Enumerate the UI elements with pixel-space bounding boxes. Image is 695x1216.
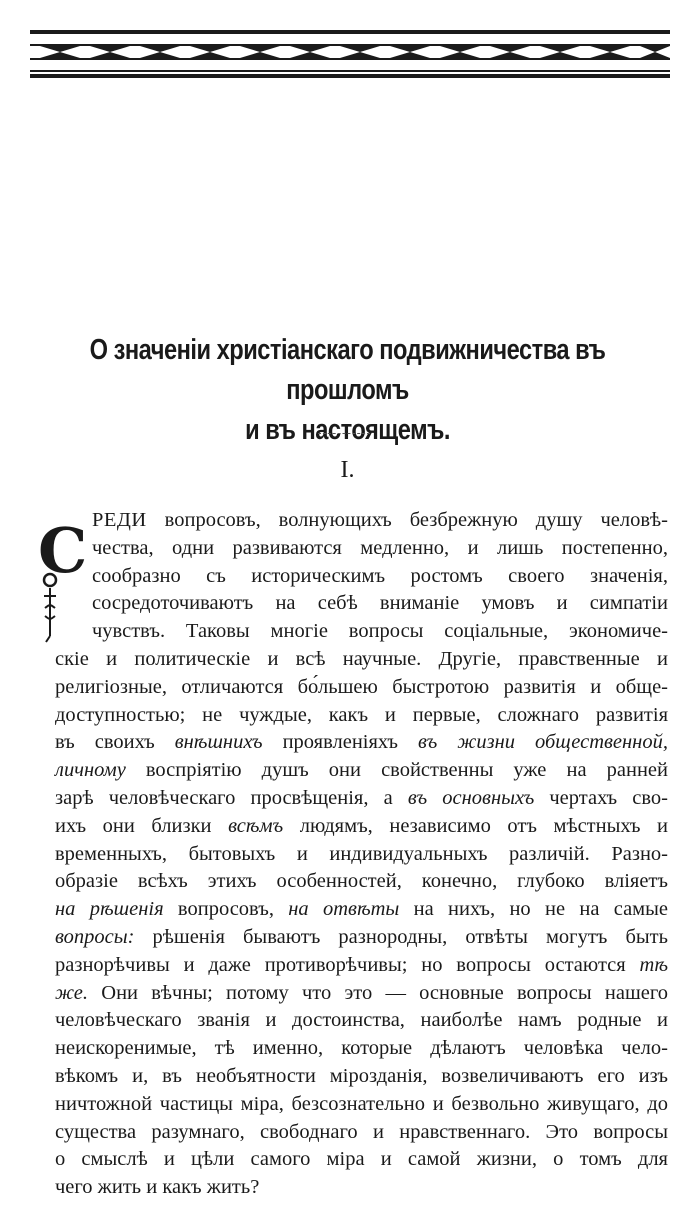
text-line: человѣческаго званія и достоинства, наиболѣе намъ родные и [55, 1009, 668, 1032]
title-divider [318, 433, 370, 434]
body-paragraph [55, 507, 668, 1202]
text-line: сообразно съ историческимъ ростомъ своего значенія, [92, 564, 668, 587]
text-line: временныхъ, бытовыхъ и индивидуальныхъ различій. Разно- [55, 842, 668, 865]
section-number: I. [340, 457, 355, 483]
text-line: разнорѣчивы и даже противорѣчивы; но вопросы остаются тѣ [55, 953, 668, 976]
text-line: образіе всѣхъ этихъ особенностей, конечно, глубоко вліяетъ [55, 870, 668, 893]
text-line: неискоренимые, тѣ именно, которые дѣлаютъ человѣка чело- [55, 1037, 668, 1060]
text-line: сосредоточиваютъ на себѣ вниманіе умовъ и симпатіи [92, 592, 668, 615]
text-line: въ своихъ внѣшнихъ проявленіяхъ въ жизни общественной, [55, 731, 668, 754]
text-line: о смыслѣ и цѣли самого міра и самой жизни, о томъ для [55, 1148, 668, 1171]
drop-cap-letter: С [38, 514, 88, 587]
text-line: РЕДИ вопросовъ, волнующихъ безбрежную душу человѣ- [92, 509, 668, 531]
header-ornament [30, 30, 670, 78]
text-line: чувствъ. Таковы многіе вопросы соціальные, экономиче- [92, 620, 668, 643]
chapter-title [74, 330, 621, 450]
text-line: вѣкомъ и, въ необъятности мірозданія, возвеличиваютъ его изъ [55, 1064, 668, 1087]
title-line-2: и въ настоящемъ. [245, 414, 450, 446]
text-line: религіозные, отличаются бо́льшею быстротою развитія и обще- [55, 675, 668, 698]
text-line: зарѣ человѣческаго просвѣщенія, а въ основныхъ чертахъ сво- [55, 786, 669, 809]
text-line: существа разумнаго, свободнаго и нравственнаго. Это вопросы [55, 1120, 668, 1143]
text-line: скіе и политическіе и всѣ научные. Другіе, правственные и [55, 647, 668, 670]
text-line: чества, одни развиваются медленно, и лишь постепенно, [92, 536, 668, 559]
text-line: ничтожной частицы міра, безсознательно и безвольно живущаго, до [55, 1092, 668, 1115]
text-line: личному воспріятію душъ они свойственны уже на ранней [55, 759, 668, 782]
text-line: чего жить и какъ жить? [55, 1176, 260, 1199]
title-line-1: О значеніи христіанскаго подвижничества въ прошломъ [89, 334, 606, 406]
text-line: вопросы: рѣшенія бываютъ разнородны, отвѣты могутъ быть [55, 925, 668, 948]
text-line: ихъ они близки всѣмъ людямъ, независимо отъ мѣстныхъ и [55, 814, 668, 837]
text-line: же. Они вѣчны; потому что это — основные вопросы нашего [55, 981, 668, 1004]
text-line: доступностью; не чуждые, какъ и первые, сложнаго развитія [55, 703, 668, 726]
text-line: на рѣшенія вопросовъ, на отвѣты на нихъ, но не на самые [55, 898, 669, 921]
